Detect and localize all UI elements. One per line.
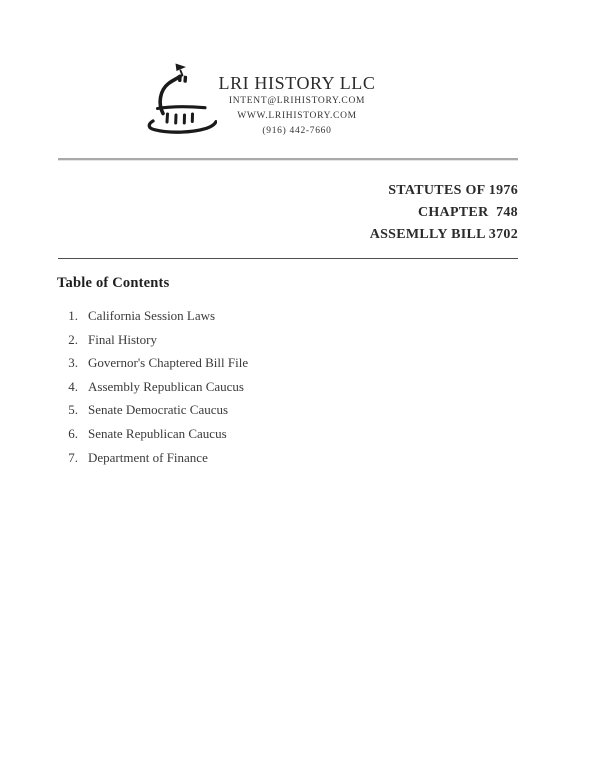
toc-list bbox=[57, 304, 248, 469]
toc-item bbox=[57, 446, 248, 470]
statutes-line: STATUTES OF 1976 bbox=[388, 183, 518, 198]
phone-number: (916) 442-7660 bbox=[262, 126, 332, 136]
toc-item-label: Senate Democratic Caucus bbox=[88, 402, 229, 418]
email-address: INTENT@LRIHISTORY.COM bbox=[228, 96, 366, 106]
toc-item bbox=[57, 351, 248, 375]
toc-item bbox=[57, 422, 248, 446]
divider-bottom bbox=[58, 258, 518, 259]
toc-item-number: 5. bbox=[68, 402, 78, 418]
company-name: LRI HISTORY LLC bbox=[218, 73, 376, 93]
toc-item-number: 1. bbox=[68, 308, 78, 323]
toc-item-label: Senate Republican Caucus bbox=[88, 425, 227, 441]
toc-item-number: 2. bbox=[68, 331, 78, 347]
chapter-line: CHAPTER 748 bbox=[417, 205, 518, 220]
toc-item-label: Final History bbox=[88, 331, 157, 347]
statute-reference-block bbox=[218, 180, 518, 246]
toc-item-number: 7. bbox=[68, 449, 78, 465]
toc-item-label: Department of Finance bbox=[88, 449, 208, 465]
toc-item bbox=[57, 328, 248, 352]
divider-top bbox=[58, 158, 518, 161]
toc-item-label: California Session Laws bbox=[88, 308, 216, 323]
toc-item bbox=[57, 304, 248, 328]
toc-item-number: 6. bbox=[68, 425, 78, 441]
toc-heading: Table of Contents bbox=[57, 275, 170, 291]
toc-item-label: Assembly Republican Caucus bbox=[88, 378, 244, 394]
toc-item-number: 3. bbox=[68, 355, 78, 371]
letterhead bbox=[167, 73, 427, 139]
toc-item-number: 4. bbox=[68, 378, 78, 394]
toc-item bbox=[57, 398, 248, 422]
toc-item-label: Governor's Chaptered Bill File bbox=[88, 355, 249, 371]
website-url: WWW.LRIHISTORY.COM bbox=[237, 111, 357, 121]
bill-line: ASSEMLLY BILL 3702 bbox=[369, 227, 518, 242]
toc-item bbox=[57, 375, 248, 399]
